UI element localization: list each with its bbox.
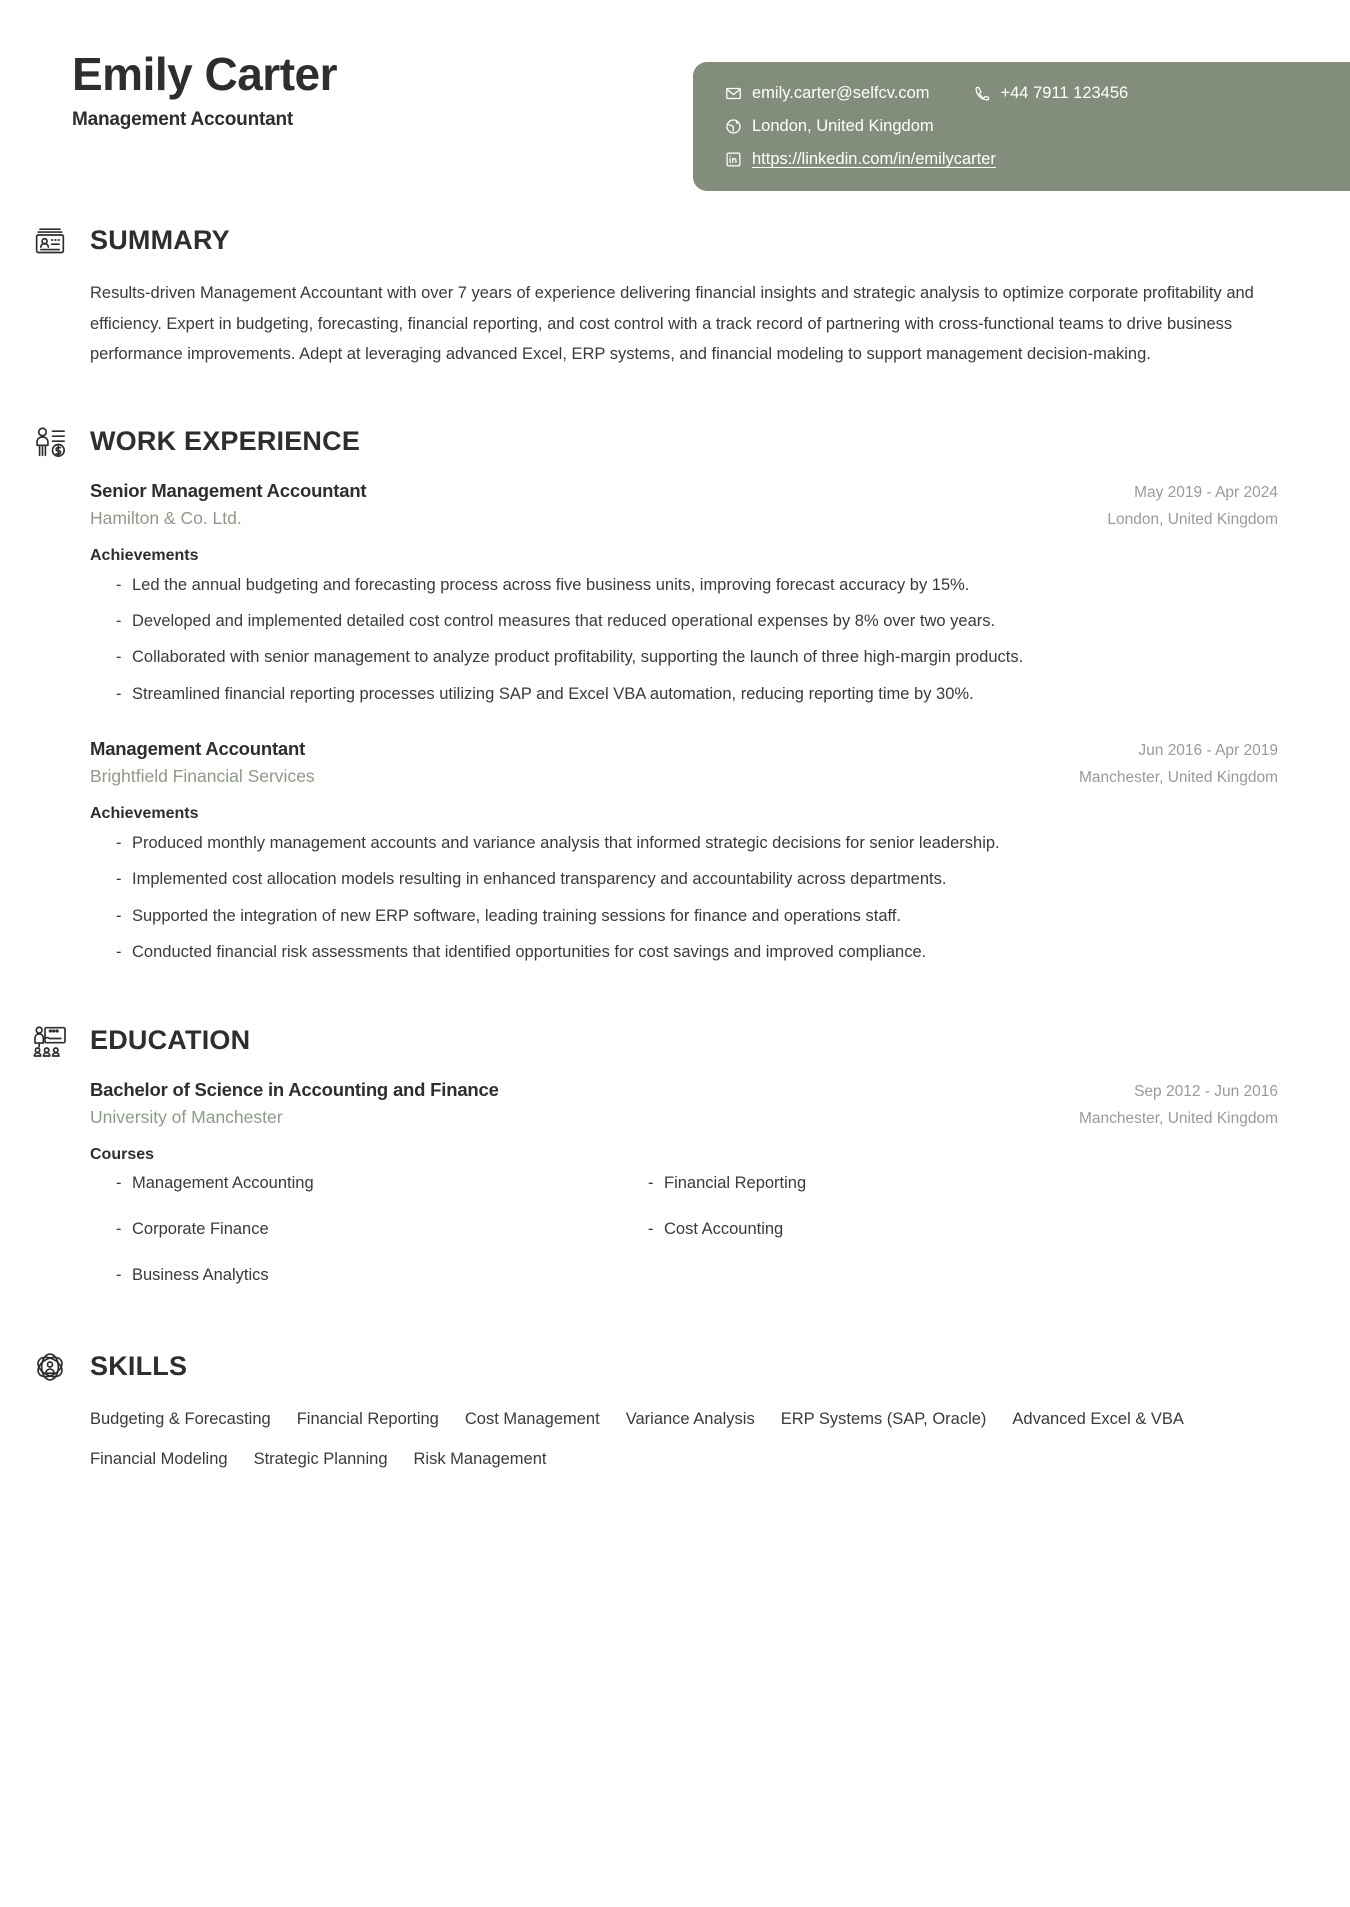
skills-section-title: SKILLS bbox=[90, 1351, 188, 1382]
phone-icon bbox=[974, 85, 991, 102]
experience-entry bbox=[90, 480, 1278, 709]
contact-location-text: London, United Kingdom bbox=[752, 117, 934, 135]
work-experience-section bbox=[0, 420, 1350, 967]
achievements-list bbox=[90, 571, 1278, 709]
entry-title-row bbox=[90, 1079, 1278, 1101]
skill-item: Advanced Excel & VBA bbox=[1012, 1409, 1184, 1428]
experience-body bbox=[28, 480, 1278, 967]
linkedin-icon bbox=[725, 151, 742, 168]
summary-section-header bbox=[28, 218, 1278, 262]
education-body bbox=[28, 1079, 1278, 1289]
skill-item: Budgeting & Forecasting bbox=[90, 1409, 271, 1428]
contact-linkedin-text[interactable]: https://linkedin.com/in/emilycarter bbox=[752, 150, 996, 168]
contact-email-text: emily.carter@selfcv.com bbox=[752, 84, 930, 102]
summary-text: Results-driven Management Accountant with over 7 years of experience delivering financial insights and strategic analysis to optimize corporate profitability and efficiency. Expert in budgeting, forecasting, financial reporting, and cost control with a track record of partnering with cross-functional teams to drive business performance improvements. Adept at leveraging advanced Excel, ERP systems, and financial modeling to support management decision-making. bbox=[90, 284, 1254, 364]
globe-icon bbox=[725, 118, 742, 135]
skill-item: Financial Modeling bbox=[90, 1449, 228, 1468]
achievement-item: - Led the annual budgeting and forecasting process across five business units, improving forecast accuracy by 15%. bbox=[116, 571, 1278, 599]
entry-date: Jun 2016 - Apr 2019 bbox=[1138, 742, 1278, 760]
skills-list bbox=[90, 1405, 1270, 1473]
achievement-item: - Supported the integration of new ERP software, leading training sessions for finance and operations staff. bbox=[116, 902, 1278, 930]
education-section-title: EDUCATION bbox=[90, 1025, 251, 1056]
skill-item: Strategic Planning bbox=[253, 1449, 388, 1468]
courses-grid bbox=[90, 1170, 1150, 1289]
contact-row-3 bbox=[725, 150, 1324, 169]
entry-degree-title: Bachelor of Science in Accounting and Finance bbox=[90, 1078, 499, 1100]
job-title: Management Accountant bbox=[72, 108, 294, 130]
achievement-item: - Produced monthly management accounts and variance analysis that informed strategic decisions for senior leadership. bbox=[116, 829, 1278, 857]
entry-job-title: Management Accountant bbox=[90, 738, 306, 760]
summary-body bbox=[28, 278, 1278, 370]
contact-row-2 bbox=[725, 117, 1324, 136]
education-section bbox=[0, 1019, 1350, 1289]
achievement-item: - Implemented cost allocation models resulting in enhanced transparency and accountability across departments. bbox=[116, 865, 1278, 893]
skill-item: ERP Systems (SAP, Oracle) bbox=[780, 1409, 987, 1428]
entry-org-row bbox=[90, 508, 1278, 529]
education-section-header bbox=[28, 1019, 1278, 1063]
summary-section bbox=[0, 218, 1350, 370]
skills-body bbox=[28, 1405, 1278, 1473]
contact-location bbox=[725, 117, 934, 136]
education-entry bbox=[90, 1079, 1278, 1289]
entry-title-row bbox=[90, 480, 1278, 502]
contact-linkedin[interactable] bbox=[725, 150, 996, 169]
entry-org-row bbox=[90, 766, 1278, 787]
contact-phone-text: +44 7911 123456 bbox=[1000, 84, 1129, 102]
skill-item: Cost Management bbox=[464, 1409, 600, 1428]
contact-email[interactable] bbox=[725, 84, 930, 103]
courses-label: Courses bbox=[90, 1145, 155, 1163]
entry-organization: Hamilton & Co. Ltd. bbox=[90, 507, 242, 528]
id-card-icon bbox=[28, 218, 72, 262]
skill-item: Financial Reporting bbox=[296, 1409, 439, 1428]
course-item: - Corporate Finance bbox=[116, 1216, 618, 1242]
classroom-icon bbox=[28, 1019, 72, 1063]
person-finance-icon bbox=[28, 420, 72, 464]
skills-section-header bbox=[28, 1345, 1278, 1389]
entry-date: May 2019 - Apr 2024 bbox=[1134, 483, 1278, 501]
page-title: Emily Carter bbox=[72, 48, 338, 100]
skills-section bbox=[0, 1345, 1350, 1533]
achievements-label: Achievements bbox=[90, 805, 199, 823]
course-item: - Business Analytics bbox=[116, 1262, 618, 1288]
entry-organization: Brightfield Financial Services bbox=[90, 766, 315, 787]
experience-section-header bbox=[28, 420, 1278, 464]
atom-person-icon bbox=[28, 1345, 72, 1389]
course-item: - Management Accounting bbox=[116, 1170, 618, 1196]
entry-location: Manchester, United Kingdom bbox=[1078, 769, 1278, 787]
course-item: - Cost Accounting bbox=[648, 1216, 1150, 1242]
skill-item: Variance Analysis bbox=[625, 1409, 755, 1428]
achievement-item: - Collaborated with senior management to analyze product profitability, supporting the launch of three high-margin products. bbox=[116, 643, 1278, 671]
identity-block bbox=[72, 48, 337, 131]
resume-header bbox=[0, 0, 1350, 200]
achievement-item: - Streamlined financial reporting processes utilizing SAP and Excel VBA automation, reducing reporting time by 30%. bbox=[116, 680, 1278, 708]
skill-item: Risk Management bbox=[413, 1449, 547, 1468]
summary-section-title: SUMMARY bbox=[90, 224, 230, 255]
experience-section-title: WORK EXPERIENCE bbox=[90, 426, 361, 457]
achievement-item: - Developed and implemented detailed cost control measures that reduced operational expenses by 8% over two years. bbox=[116, 607, 1278, 635]
contact-panel bbox=[693, 62, 1350, 191]
entry-org-row bbox=[90, 1107, 1278, 1128]
experience-entry bbox=[90, 738, 1278, 967]
entry-title-row bbox=[90, 738, 1278, 760]
course-item: - Financial Reporting bbox=[648, 1170, 1150, 1196]
entry-location: Manchester, United Kingdom bbox=[1078, 1109, 1278, 1127]
achievements-label: Achievements bbox=[90, 546, 199, 564]
contact-row-1 bbox=[725, 84, 1324, 103]
entry-job-title: Senior Management Accountant bbox=[90, 479, 367, 501]
contact-phone[interactable] bbox=[974, 84, 1129, 103]
achievement-item: - Conducted financial risk assessments that identified opportunities for cost savings and improved compliance. bbox=[116, 938, 1278, 966]
achievements-list bbox=[90, 829, 1278, 967]
entry-location: London, United Kingdom bbox=[1107, 510, 1278, 528]
entry-institution: University of Manchester bbox=[90, 1106, 283, 1127]
envelope-icon bbox=[725, 85, 742, 102]
entry-date: Sep 2012 - Jun 2016 bbox=[1134, 1082, 1278, 1100]
